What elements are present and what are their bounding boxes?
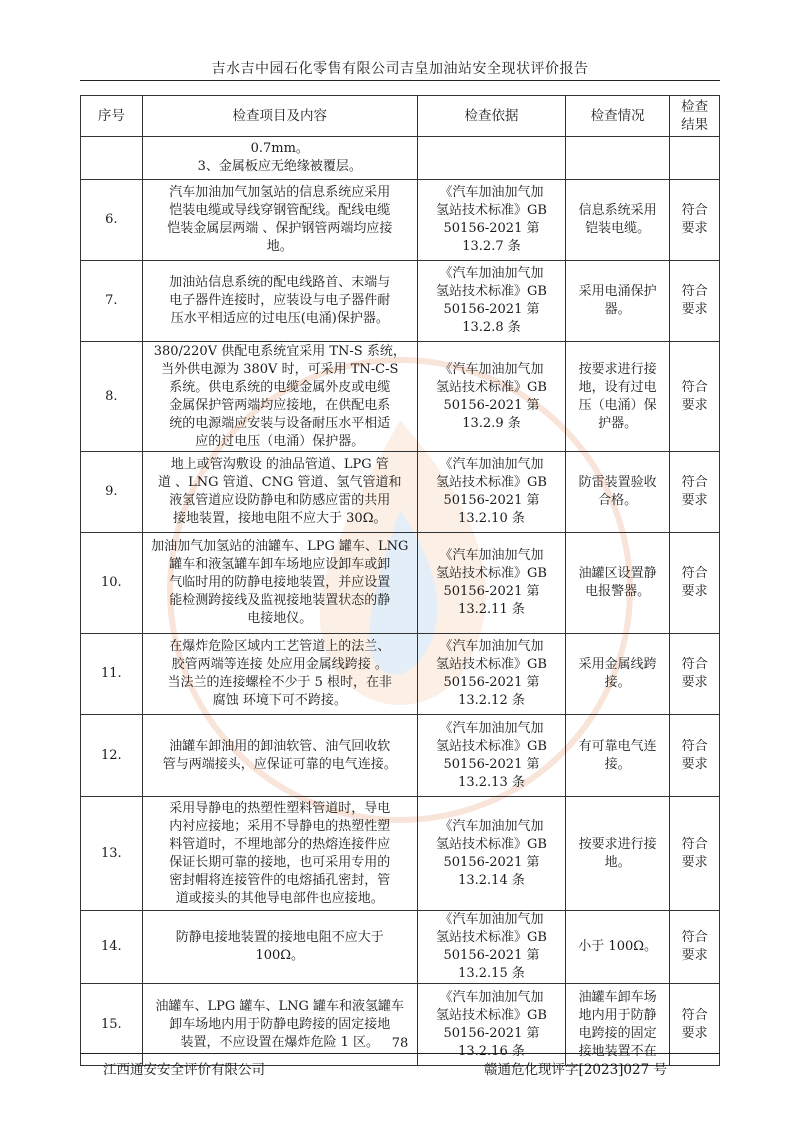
table-row — [81, 634, 720, 715]
row-basis-line: 13.2.13 条 — [458, 774, 525, 790]
row-state-line: 合格。 — [598, 493, 638, 508]
row-basis — [417, 261, 565, 342]
row-state-line: 有可靠电气连 — [578, 738, 657, 754]
row-result-line: 符合 — [681, 379, 708, 395]
row-basis-line: 13.2.15 条 — [458, 966, 525, 981]
row-item-line: 当外供电源为 380V 时，可采用 TN-C-S — [161, 361, 399, 377]
row-basis-line: 13.2.16 条 — [458, 1043, 525, 1059]
row-item — [142, 261, 417, 342]
row-basis-line: 13.2.12 条 — [458, 693, 525, 708]
row-item-line: 恺装电缆或导线穿钢管配线。配线电缆 — [169, 203, 391, 218]
row-number: 9. — [81, 452, 143, 533]
table-row — [81, 261, 720, 342]
row-result-line: 符合 — [681, 930, 708, 945]
row-number: 10. — [81, 533, 143, 634]
row-state-line: 按要求进行接 — [578, 361, 657, 377]
row-basis-line: 《汽车加油加气加 — [439, 361, 544, 377]
row-item-line: 系统。供电系统的电缆金属外皮或电缆 — [169, 379, 391, 395]
row-basis-line: 氢站技术标准》GB — [436, 566, 547, 581]
row-result-line: 符合 — [681, 203, 708, 218]
row-state — [566, 533, 670, 634]
row-basis-line: 《汽车加油加气加 — [439, 818, 544, 834]
row-state — [566, 342, 670, 452]
row-result-line: 要求 — [681, 854, 708, 870]
row-result — [670, 634, 720, 715]
row-basis-line: 50156-2021 第 — [443, 397, 540, 413]
row-result — [670, 911, 720, 984]
row-item-line: 气临时用的防静电接地装置，并应设置 — [169, 575, 391, 590]
row-state-line: 铠装电缆。 — [585, 221, 651, 236]
row-item-line: 密封帽将连接管件的电熔插孔密封，管 — [169, 872, 391, 888]
row-state-line: 油罐区设置静 — [578, 566, 657, 581]
row-result — [670, 261, 720, 342]
row-result — [670, 452, 720, 533]
row-basis-line: 13.2.11 条 — [458, 602, 525, 617]
table-row — [81, 715, 720, 797]
row-state-line: 接。 — [604, 756, 631, 772]
header-no: 序号 — [81, 96, 143, 137]
row-basis-line: 《汽车加油加气加 — [439, 185, 544, 200]
row-item-line: 装置，不应设置在爆炸危险 1 区。 — [180, 1034, 380, 1050]
row-basis-line: 《汽车加油加气加 — [439, 912, 544, 927]
row-state-line: 地，设有过电 — [578, 379, 657, 395]
table-row — [81, 342, 720, 452]
row-state-line: 接地装置不在 — [578, 1043, 657, 1059]
row-result-line: 要求 — [681, 756, 708, 772]
row-item-line: 地。 — [266, 239, 293, 254]
row-basis-line: 氢站技术标准》GB — [436, 836, 547, 852]
row-state — [566, 634, 670, 715]
row-item-line: 道或接头的其他导电部件也应接地。 — [175, 890, 384, 906]
row-item-line: 恺装金属层两端 、保护钢管两端均应接 — [167, 221, 393, 236]
row-item-line: 电接地仪。 — [247, 611, 313, 626]
row-basis-line: 《汽车加油加气加 — [439, 266, 544, 281]
row-item — [142, 634, 417, 715]
row-result-line: 要求 — [681, 1025, 708, 1041]
row-item — [142, 137, 417, 180]
row-result-line: 要求 — [681, 675, 708, 690]
row-result-line: 要求 — [681, 397, 708, 413]
row-state-line: 信息系统采用 — [578, 203, 657, 218]
row-state-line: 接。 — [604, 675, 631, 690]
row-basis-line: 13.2.7 条 — [462, 239, 521, 254]
row-basis-line: 50156-2021 第 — [443, 948, 540, 963]
row-basis-line: 13.2.9 条 — [462, 415, 521, 431]
row-item-line: 3、金属板应无绝缘被覆层。 — [197, 159, 362, 174]
row-result-line: 要求 — [681, 493, 708, 508]
row-item-line: 罐车和液氢罐车卸车场地应设卸车或卸 — [169, 557, 391, 572]
row-result-line: 要求 — [681, 584, 708, 599]
row-result-line: 符合 — [681, 284, 708, 299]
row-number: 6. — [81, 180, 143, 261]
row-number: 13. — [81, 797, 143, 911]
table-row — [81, 452, 720, 533]
row-state — [566, 137, 670, 180]
table-row — [81, 533, 720, 634]
row-basis-line: 氢站技术标准》GB — [436, 930, 547, 945]
row-item-line: 胶管两端等连接 处应用金属线跨接 。 — [171, 657, 388, 672]
row-basis-line: 50156-2021 第 — [443, 221, 540, 236]
row-state — [566, 911, 670, 984]
row-result-line: 符合 — [681, 836, 708, 852]
row-state-line: 防雷装置验收 — [578, 475, 657, 490]
row-item-line: 加油站信息系统的配电线路首、末端与 — [169, 275, 391, 290]
header-result — [670, 96, 720, 137]
row-basis-line: 氢站技术标准》GB — [436, 1007, 547, 1023]
row-basis-line: 氢站技术标准》GB — [436, 284, 547, 299]
row-result-line: 符合 — [681, 566, 708, 581]
header-basis: 检查依据 — [417, 96, 565, 137]
row-result-line: 要求 — [681, 302, 708, 317]
row-state-line: 地。 — [604, 854, 631, 870]
row-state — [566, 180, 670, 261]
row-item-line: 加油加气加氢站的油罐车、LPG 罐车、LNG — [151, 539, 409, 554]
row-basis-line: 13.2.10 条 — [458, 511, 525, 526]
row-item — [142, 797, 417, 911]
header-state: 检查情况 — [566, 96, 670, 137]
row-item-line: 能检测跨接线及监视接地装置状态的静 — [169, 593, 391, 608]
row-state — [566, 715, 670, 797]
row-item-line: 油罐车、LPG 罐车、LNG 罐车和液氢罐车 — [155, 998, 404, 1014]
row-number: 14. — [81, 911, 143, 984]
row-basis-line: 13.2.8 条 — [462, 320, 521, 335]
row-basis-line: 50156-2021 第 — [443, 584, 540, 599]
row-basis — [417, 452, 565, 533]
table-row — [81, 911, 720, 984]
row-item-line: 接地装置，接地电阻不应大于 30Ω。 — [173, 511, 387, 526]
row-state-line: 护器。 — [598, 415, 638, 431]
row-basis-line: 《汽车加油加气加 — [439, 548, 544, 563]
row-number: 8. — [81, 342, 143, 452]
row-basis-line: 50156-2021 第 — [443, 756, 540, 772]
row-state-line: 油罐车卸车场 — [578, 989, 657, 1005]
row-basis-line: 50156-2021 第 — [443, 493, 540, 508]
footer-document-number: 赣通危化现评字[2023]027 号 — [484, 1062, 667, 1078]
row-basis — [417, 180, 565, 261]
row-basis-line: 50156-2021 第 — [443, 854, 540, 870]
inspection-table — [80, 95, 720, 1066]
row-state-line: 采用电涌保护 — [578, 284, 657, 299]
row-basis — [417, 911, 565, 984]
row-item — [142, 533, 417, 634]
row-state-line: 电报警器。 — [585, 584, 651, 599]
row-state — [566, 797, 670, 911]
row-basis-line: 氢站技术标准》GB — [436, 379, 547, 395]
row-item-line: 在爆炸危险区域内工艺管道上的法兰、 — [169, 639, 391, 654]
row-number: 12. — [81, 715, 143, 797]
row-item-line: 电子器件连接时，应装设与电子器件耐 — [169, 293, 391, 308]
footer-divider — [80, 1053, 720, 1054]
row-result-line: 要求 — [681, 221, 708, 236]
row-basis-line: 氢站技术标准》GB — [436, 475, 547, 490]
row-state-line: 电跨接的固定 — [578, 1025, 657, 1041]
row-basis-line: 50156-2021 第 — [443, 302, 540, 317]
row-item-line: 液氢管道应设防静电和防感应雷的共用 — [169, 493, 391, 508]
row-state-line: 压（电涌）保 — [578, 397, 657, 413]
row-item-line: 卸车场地内用于防静电跨接的固定接地 — [169, 1016, 391, 1032]
table-row — [81, 180, 720, 261]
footer-company: 江西通安安全评价有限公司 — [103, 1062, 265, 1078]
row-item-line: 管与两端接头，应保证可靠的电气连接。 — [162, 756, 397, 772]
row-item-line: 保证长期可靠的接地，也可采用专用的 — [169, 854, 391, 870]
row-basis — [417, 634, 565, 715]
row-result-line: 要求 — [681, 948, 708, 963]
row-result — [670, 715, 720, 797]
row-item-line: 金属保护管两端均应接地，在供配电系 — [169, 397, 391, 413]
row-number: 7. — [81, 261, 143, 342]
row-item — [142, 715, 417, 797]
row-result-line: 符合 — [681, 657, 708, 672]
row-item-line: 地上或管沟敷设 的油品管道、LPG 管 — [170, 457, 389, 472]
row-state — [566, 452, 670, 533]
row-result-line: 符合 — [681, 475, 708, 490]
row-item-line: 汽车加油加气加氢站的信息系统应采用 — [169, 185, 391, 200]
row-basis-line: 氢站技术标准》GB — [436, 203, 547, 218]
row-state-line: 器。 — [604, 302, 631, 317]
row-item-line: 采用导静电的热塑性塑料管道时，导电 — [169, 800, 391, 816]
row-basis — [417, 533, 565, 634]
row-item-line: 应的过电压（电涌）保护器。 — [195, 433, 365, 449]
row-item-line: 油罐车卸油用的卸油软管、油气回收软 — [169, 738, 391, 754]
row-item-line: 内衬应接地；采用不导静电的热塑性塑 — [169, 818, 391, 834]
row-item-line: 100Ω。 — [255, 948, 305, 963]
row-basis-line: 氢站技术标准》GB — [436, 738, 547, 754]
header-result-line: 检查 — [681, 99, 709, 115]
row-basis — [417, 715, 565, 797]
row-result-line: 符合 — [681, 738, 708, 754]
row-item-line: 统的电源端应安装与设备耐压水平相适 — [169, 415, 391, 431]
row-basis-line: 氢站技术标准》GB — [436, 657, 547, 672]
row-item — [142, 180, 417, 261]
page-number: 78 — [391, 1036, 409, 1051]
row-item — [142, 452, 417, 533]
row-item-line: 料管道时，不埋地部分的热熔连接件应 — [169, 836, 391, 852]
row-state-line: 按要求进行接 — [578, 836, 657, 852]
header-result-line: 结果 — [681, 117, 709, 133]
row-state — [566, 261, 670, 342]
row-item-line: 腐蚀 环境下可不跨接。 — [212, 693, 347, 708]
row-result — [670, 533, 720, 634]
row-number: 11. — [81, 634, 143, 715]
row-item-line: 当法兰的连接螺栓不少于 5 根时，在非 — [167, 675, 393, 690]
row-number — [81, 137, 143, 180]
row-item-line: 380/220V 供配电系统宜采用 TN-S 系统， — [153, 343, 406, 359]
header-divider — [80, 80, 720, 81]
row-item — [142, 911, 417, 984]
row-basis-line: 50156-2021 第 — [443, 1025, 540, 1041]
row-state-line: 地内用于防静 — [578, 1007, 657, 1023]
row-result — [670, 797, 720, 911]
table-header-row — [81, 96, 720, 137]
row-result — [670, 137, 720, 180]
row-basis — [417, 342, 565, 452]
row-basis-line: 50156-2021 第 — [443, 675, 540, 690]
row-basis-line: 《汽车加油加气加 — [439, 639, 544, 654]
row-item-line: 0.7mm。 — [250, 141, 309, 156]
row-result-line: 符合 — [681, 1007, 708, 1023]
table-row — [81, 137, 720, 180]
row-state-line: 采用金属线跨 — [578, 657, 657, 672]
row-basis — [417, 137, 565, 180]
row-item-line: 道 、LNG 管道、CNG 管道、氢气管道和 — [158, 475, 402, 490]
row-item — [142, 342, 417, 452]
row-result — [670, 180, 720, 261]
row-basis — [417, 797, 565, 911]
row-item-line: 防静电接地装置的接地电阻不应大于 — [175, 930, 384, 945]
row-basis-line: 《汽车加油加气加 — [439, 989, 544, 1005]
row-basis-line: 《汽车加油加气加 — [439, 457, 544, 472]
row-basis-line: 《汽车加油加气加 — [439, 720, 544, 736]
page-header-title: 吉水吉中园石化零售有限公司吉皇加油站安全现状评价报告 — [211, 61, 589, 77]
row-result — [670, 342, 720, 452]
header-item: 检查项目及内容 — [142, 96, 417, 137]
table-row — [81, 797, 720, 911]
row-basis-line: 13.2.14 条 — [458, 872, 525, 888]
row-item-line: 压水平相适应的过电压(电涌)保护器。 — [170, 311, 389, 326]
row-number: 15. — [81, 984, 143, 1066]
row-state-line: 小于 100Ω。 — [578, 939, 658, 954]
